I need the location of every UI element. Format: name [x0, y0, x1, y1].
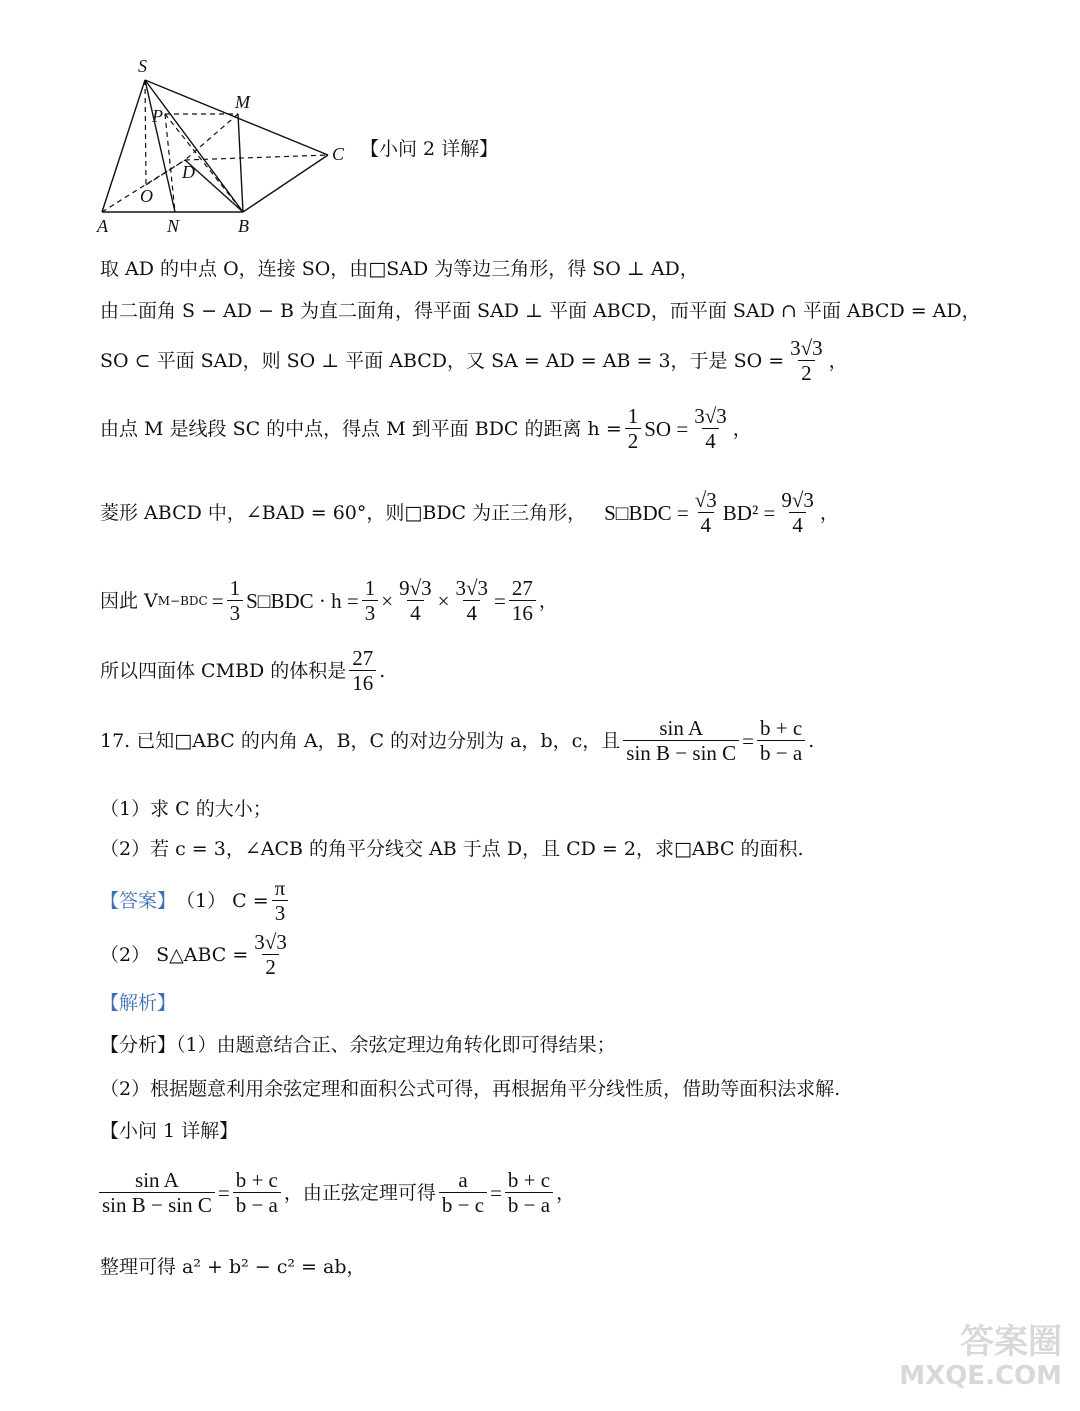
- solution-line-5: 菱形 ABCD 中，∠BAD = 60°，则□BDC 为正三角形， S□BDC = $\frac{√3}{4}$ BD² = $\frac{9√3}{4}$ ，: [100, 488, 839, 537]
- part1-heading: 【小问 1 详解】: [100, 1120, 239, 1142]
- fraction: $\frac{b + c}{b - a}$: [233, 1168, 281, 1217]
- solution-part1-line-1: $\frac{\text{sin A}}{\text{sin B − sin C}}$ = $\frac{b + c}{b - a}$ ，由正弦定理可得 $\frac{a}{b - c}$ = $\frac{b + c}{b - a}$ ，: [96, 1168, 575, 1217]
- text: （2） S△ABC =: [100, 943, 249, 966]
- text: 所以四面体 CMBD 的体积是: [100, 659, 347, 682]
- text: S□BDC · h =: [246, 588, 359, 613]
- solution-line-4: 由点 M 是线段 SC 的中点，得点 M 到平面 BDC 的距离 h = $\frac{1}{2}$ SO = $\frac{3√3}{4}$ ，: [100, 404, 752, 453]
- question-17: 17. 已知□ABC 的内角 A，B，C 的对边分别为 a，b，c，且 $\frac{\text{sin A}}{\text{sin B − sin C}}$ = $\frac{b + c}{b - a}$ .: [100, 716, 815, 765]
- fenxi-2: （2）根据题意利用余弦定理和面积公式可得，再根据角平分线性质，借助等面积法求解.: [100, 1078, 841, 1100]
- solution-line-2: 由二面角 S − AD − B 为直二面角，得平面 SAD ⊥ 平面 ABCD，而平面 SAD ∩ 平面 ABCD = AD，: [100, 300, 981, 322]
- answer-2: [100, 930, 293, 979]
- watermark: [892, 1323, 1062, 1395]
- label-d: D: [182, 162, 195, 182]
- text: BD² =: [722, 500, 776, 525]
- label-m: M: [235, 92, 250, 112]
- text: S□BDC =: [604, 500, 689, 525]
- fraction: $\frac{1}{3}$: [227, 576, 244, 625]
- fraction: $\frac{1}{2}$: [625, 404, 642, 453]
- analysis-label: 【解析】: [100, 992, 177, 1014]
- fraction: $\frac{3√3}{4}$: [694, 404, 727, 453]
- text: （1） C =: [176, 889, 269, 912]
- solution-line-1: 取 AD 的中点 O，连接 SO，由□SAD 为等边三角形，得 SO ⊥ AD，: [100, 258, 699, 280]
- label-b: B: [238, 216, 249, 236]
- answer-label: 【答案】: [100, 889, 177, 912]
- fraction: $\frac{27}{16}$: [509, 576, 536, 625]
- label-a: A: [97, 216, 108, 236]
- solution-line-3: SO ⊂ 平面 SAD，则 SO ⊥ 平面 ABCD，又 SA = AD = AB = 3，于是 SO = $\frac{3√3}{2}$ ，: [100, 336, 848, 385]
- fraction: $\frac{27}{16}$: [349, 646, 376, 695]
- watermark-bottom: MXQE.COM: [899, 1361, 1062, 1391]
- text: 因此 V: [100, 589, 158, 612]
- label-n: N: [167, 216, 180, 236]
- fraction: $\frac{\text{sin A}}{\text{sin B − sin C}}$: [99, 1168, 215, 1217]
- fraction: $\frac{a}{b - c}$: [439, 1168, 487, 1217]
- label-c: C: [332, 144, 345, 164]
- fraction: $\frac{3√3}{2}$: [254, 930, 287, 979]
- fraction: $\frac{3√3}{4}$: [455, 576, 488, 625]
- text: SO ⊂ 平面 SAD，则 SO ⊥ 平面 ABCD，又 SA = AD = AB = 3，于是 SO =: [100, 349, 785, 372]
- fraction: $\frac{1}{3}$: [362, 576, 379, 625]
- answer-1: [100, 876, 291, 925]
- label-o: O: [140, 186, 153, 206]
- fraction: $\frac{9√3}{4}$: [781, 488, 814, 537]
- solution-line-7: 所以四面体 CMBD 的体积是 $\frac{27}{16}$ .: [100, 646, 386, 695]
- text: 17. 已知□ABC 的内角 A，B，C 的对边分别为 a，b，c，且: [100, 729, 621, 752]
- solution-part1-line-2: 整理可得 a² + b² − c² = ab，: [100, 1256, 366, 1278]
- fraction: $\frac{3√3}{2}$: [790, 336, 823, 385]
- fenxi-1: 【分析】（1）由题意结合正、余弦定理边角转化即可得结果；: [100, 1034, 616, 1056]
- watermark-top: 答案圈: [960, 1322, 1062, 1362]
- text: SO =: [644, 416, 689, 441]
- text: 菱形 ABCD 中，∠BAD = 60°，则□BDC 为正三角形，: [100, 501, 587, 524]
- question-17-part1: （1）求 C 的大小；: [100, 798, 272, 820]
- fraction: $\frac{b + c}{b - a}$: [757, 716, 805, 765]
- label-p: P: [152, 106, 163, 126]
- text: =: [211, 588, 224, 613]
- fraction: $\frac{\text{sin A}}{\text{sin B − sin C}}$: [623, 716, 739, 765]
- fraction: $\frac{9√3}{4}$: [399, 576, 432, 625]
- question-17-part2: （2）若 c = 3，∠ACB 的角平分线交 AB 于点 D，且 CD = 2，求□ABC 的面积.: [100, 838, 804, 860]
- text: ，由正弦定理可得: [283, 1181, 436, 1204]
- solution-line-6: 因此 V M−BDC = $\frac{1}{3}$ S□BDC · h = $\frac{1}{3}$ × $\frac{9√3}{4}$ × $\frac{3√3}{4}$ = $\frac{27}{16}$ ，: [100, 576, 558, 625]
- fraction: $\frac{b + c}{b - a}$: [505, 1168, 553, 1217]
- fraction: $\frac{\pi}{3}$: [272, 876, 289, 925]
- fraction: $\frac{√3}{4}$: [694, 488, 717, 537]
- text: 由点 M 是线段 SC 的中点，得点 M 到平面 BDC 的距离 h =: [100, 417, 622, 440]
- label-s: S: [138, 56, 147, 76]
- part2-heading: 【小问 2 详解】: [360, 138, 499, 160]
- pyramid-figure: [90, 52, 360, 242]
- text: M−BDC: [157, 593, 208, 608]
